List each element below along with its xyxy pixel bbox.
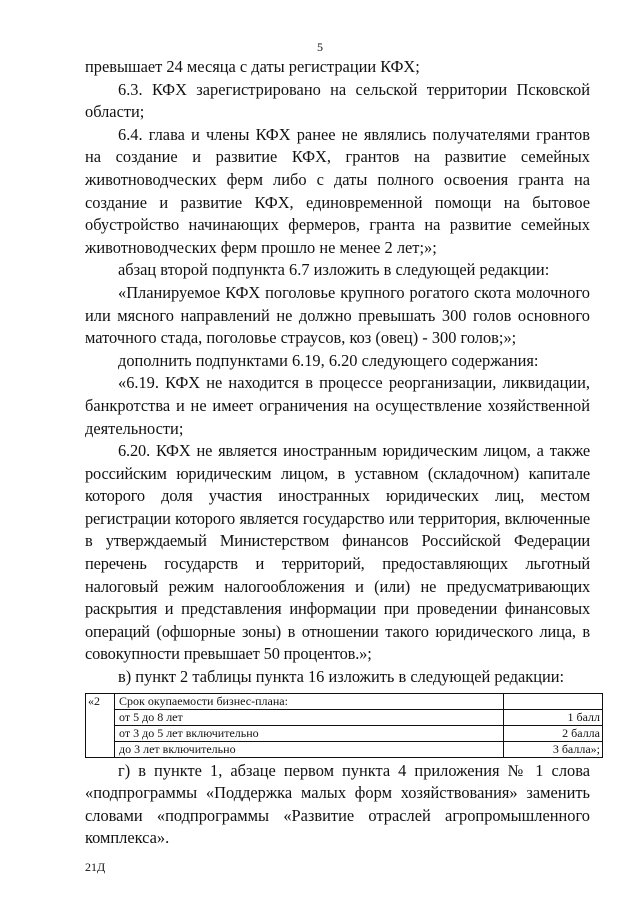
- page-number: 5: [317, 40, 323, 54]
- table-criterion-cell: от 5 до 8 лет: [115, 709, 504, 725]
- table-score-cell: [504, 693, 603, 709]
- paragraph-closing: г) в пункте 1, абзаце первом пункта 4 приложения № 1 слова «подпрограммы «Поддержка малых форм хозяйствования» заменить словами «подпрограммы «Развитие отраслей агропромышленного комплекса».: [85, 760, 590, 848]
- table-row: [86, 725, 603, 741]
- table-row: [86, 709, 603, 725]
- paragraph-continuation: превышает 24 месяца с даты регистрации КФХ;: [85, 57, 420, 76]
- table-row: [86, 693, 603, 709]
- table-criterion-cell: до 3 лет включительно: [115, 741, 504, 757]
- paragraph-table-amend: в) пункт 2 таблицы пункта 16 изложить в следующей редакции:: [118, 667, 565, 687]
- table-score-cell: 3 балла»;: [504, 741, 603, 757]
- table-criterion-cell: от 3 до 5 лет включительно: [115, 725, 504, 741]
- paragraph-amend-6-7: абзац второй подпункта 6.7 изложить в следующей редакции:: [118, 260, 550, 280]
- paragraph-6-4: 6.4. глава и члены КФХ ранее не являлись получателями грантов на создание и развитие КФХ, грантов на развитие семейных животноводческих ферм либо с даты полного освоения гранта на создание и развитие КФХ, единовременной помощи на бытовое обустройство начинающих фермеров, гранта на развитие семейных животноводческих ферм прошло не менее 2 лет;»;: [85, 124, 590, 257]
- table-score-cell: 2 балла: [504, 725, 603, 741]
- paragraph-6-7-text: «Планируемое КФХ поголовье крупного рогатого скота молочного или мясного направлений не должно превышать 300 голов основного маточного стада, поголовье страусов, коз (овец) - 300 голов;»;: [85, 282, 590, 348]
- footer-code: 21Д: [85, 860, 106, 874]
- document-body: [85, 56, 600, 850]
- paragraph-6-3: 6.3. КФХ зарегистрировано на сельской территории Псковской области;: [85, 79, 590, 122]
- paragraph-6-19: «6.19. КФХ не находится в процессе реорганизации, ликвидации, банкротства и не имеет ограничения на осуществление хозяйственной деятельности;: [85, 373, 590, 438]
- paragraph-add-6-19-6-20: дополнить подпунктами 6.19, 6.20 следующего содержания:: [118, 350, 539, 370]
- criteria-table: [85, 693, 603, 758]
- table-header-cell: Срок окупаемости бизнес-плана:: [115, 693, 504, 709]
- table-row-number: «2: [86, 693, 115, 757]
- paragraph-6-20: 6.20. КФХ не является иностранным юридическим лицом, а также российским юридическим лицом, в уставном (складочном) капитале которого доля участия иностранных юридических лиц, местом регистрации которого является государство или территория, включенные в утверждаемый Министерством финансов Российской Федерации перечень государств и территорий, предоставляющих льготный налоговый режим налогообложения и (или) не предусматривающих раскрытия и представления информации при проведении финансовых операций (офшорные зоны) в отношении такого юридического лица, в совокупности превышает 50 процентов.»;: [85, 441, 590, 664]
- table-score-cell: 1 балл: [504, 709, 603, 725]
- table-row: [86, 741, 603, 757]
